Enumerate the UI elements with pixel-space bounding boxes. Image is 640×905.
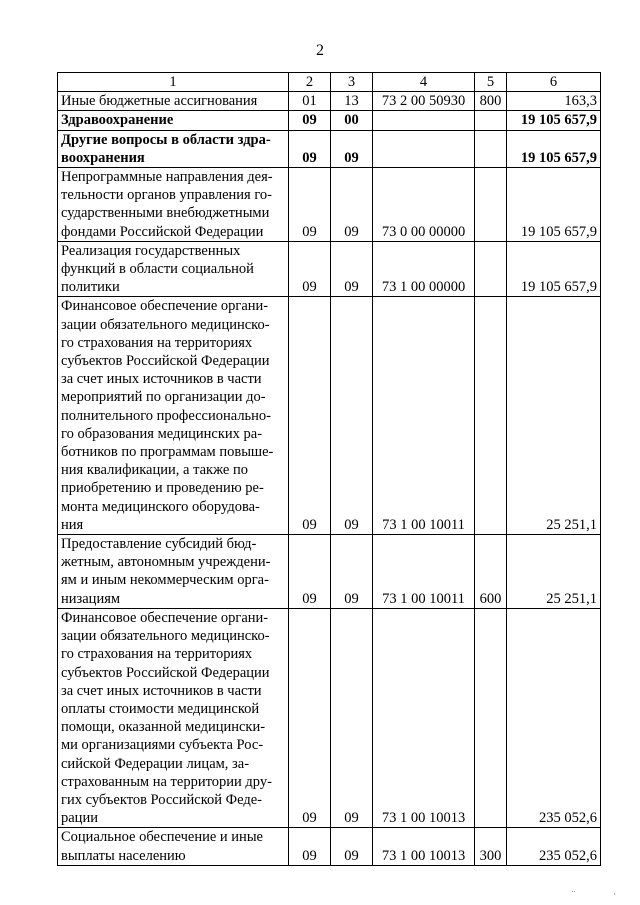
table-row [58, 828, 601, 865]
row-name-line: Реализация государственных [61, 242, 241, 259]
header-row [58, 73, 601, 92]
subsection-cell: 09 [331, 130, 373, 167]
row-name-cell [58, 92, 289, 111]
section-cell: 09 [289, 130, 331, 167]
row-name-line: воохранения [61, 149, 145, 166]
table-row [58, 297, 601, 535]
row-name-line: го страхования на территориях [61, 334, 253, 351]
row-name-line: помощи, оказанной медицински- [61, 719, 266, 736]
row-name-line: монта медицинского оборудова- [61, 498, 260, 515]
header-cell-5: 5 [475, 73, 507, 92]
section-cell: 09 [289, 297, 331, 535]
target-article-cell: 73 2 00 50930 [373, 92, 475, 111]
row-name-cell [58, 828, 289, 865]
row-name-line: выплаты населению [61, 847, 186, 864]
row-name-line: ботников по программам повыше- [61, 444, 274, 461]
row-name-line: Социальное обеспечение и иные [61, 829, 263, 846]
row-name-line: Другие вопросы в области здра- [61, 131, 271, 148]
expense-type-cell [475, 297, 507, 535]
target-article-cell [373, 130, 475, 167]
row-name-line: за счет иных источников в части [61, 682, 262, 699]
page-number: 2 [316, 42, 324, 59]
row-name-line: зации обязательного медицинско- [61, 316, 270, 333]
row-name-line: Непрограммные направления дея- [61, 169, 273, 186]
row-name-line: ния квалификации, а также по [61, 462, 248, 479]
subsection-cell: 09 [331, 297, 373, 535]
amount-cell: 19 105 657,9 [507, 168, 601, 242]
row-name-cell [58, 297, 289, 535]
row-name-cell [58, 241, 289, 297]
amount-cell: 235 052,6 [507, 608, 601, 827]
row-name-line: за счет иных источников в части [61, 371, 262, 388]
row-name-line: Предоставление субсидий бюд- [61, 536, 257, 553]
amount-cell: 25 251,1 [507, 535, 601, 609]
row-name-line: Иные бюджетные ассигнования [61, 93, 258, 110]
header-cell-3: 3 [331, 73, 373, 92]
row-name-line: Здравоохранение [61, 112, 174, 129]
section-cell: 09 [289, 535, 331, 609]
table-row [58, 608, 601, 827]
row-name-cell [58, 608, 289, 827]
row-name-line: гих субъектов Российской Феде- [61, 791, 262, 808]
amount-cell: 25 251,1 [507, 297, 601, 535]
table-row [58, 168, 601, 242]
subsection-cell: 00 [331, 111, 373, 130]
scan-mark: ¨ · [572, 889, 635, 899]
row-name-line: оплаты стоимости медицинской [61, 700, 260, 717]
budget-table [57, 72, 601, 866]
expense-type-cell: 300 [475, 828, 507, 865]
row-name-line: го образования медицинских ра- [61, 425, 263, 442]
amount-cell: 19 105 657,9 [507, 130, 601, 167]
row-name-line: ям и иным некоммерческим орга- [61, 572, 269, 589]
subsection-cell: 09 [331, 608, 373, 827]
section-cell: 09 [289, 828, 331, 865]
subsection-cell: 09 [331, 828, 373, 865]
table-row [58, 535, 601, 609]
row-name-line: ния [61, 516, 84, 533]
target-article-cell: 73 1 00 10011 [373, 535, 475, 609]
row-name-line: политики [61, 279, 120, 296]
table-row [58, 111, 601, 130]
section-cell: 09 [289, 111, 331, 130]
row-name-line: жетным, автономным учреждени- [61, 554, 271, 571]
target-article-cell: 73 1 00 10013 [373, 828, 475, 865]
row-name-cell [58, 130, 289, 167]
row-name-line: функций в области социальной [61, 261, 254, 278]
header-cell-1: 1 [58, 73, 289, 92]
amount-cell: 235 052,6 [507, 828, 601, 865]
section-cell: 09 [289, 241, 331, 297]
section-cell: 09 [289, 608, 331, 827]
target-article-cell: 73 1 00 10013 [373, 608, 475, 827]
table-row [58, 92, 601, 111]
amount-cell: 163,3 [507, 92, 601, 111]
section-cell: 01 [289, 92, 331, 111]
row-name-line: субъектов Российской Федерации [61, 353, 270, 370]
row-name-line: приобретению и проведению ре- [61, 480, 264, 497]
row-name-line: фондами Российской Федерации [61, 223, 264, 240]
header-cell-4: 4 [373, 73, 475, 92]
row-name-line: сударственными внебюджетными [61, 205, 270, 222]
target-article-cell: 73 0 00 00000 [373, 168, 475, 242]
expense-type-cell [475, 608, 507, 827]
section-cell: 09 [289, 168, 331, 242]
header-cell-6: 6 [507, 73, 601, 92]
row-name-line: мероприятий по организации до- [61, 389, 266, 406]
row-name-line: сийской Федерации лицам, за- [61, 755, 250, 772]
row-name-line: рации [61, 810, 98, 827]
subsection-cell: 13 [331, 92, 373, 111]
expense-type-cell: 600 [475, 535, 507, 609]
row-name-line: субъектов Российской Федерации [61, 664, 270, 681]
row-name-line: тельности органов управления го- [61, 187, 273, 204]
target-article-cell: 73 1 00 10011 [373, 297, 475, 535]
target-article-cell [373, 111, 475, 130]
row-name-line: ми организациями субъекта Рос- [61, 737, 264, 754]
subsection-cell: 09 [331, 168, 373, 242]
row-name-line: Финансовое обеспечение органи- [61, 298, 269, 315]
row-name-cell [58, 111, 289, 130]
row-name-line: низациям [61, 590, 121, 607]
row-name-line: Финансовое обеспечение органи- [61, 609, 269, 626]
amount-cell: 19 105 657,9 [507, 111, 601, 130]
expense-type-cell [475, 168, 507, 242]
table-row [58, 130, 601, 167]
header-cell-2: 2 [289, 73, 331, 92]
target-article-cell: 73 1 00 00000 [373, 241, 475, 297]
row-name-line: го страхования на территориях [61, 646, 253, 663]
expense-type-cell [475, 130, 507, 167]
subsection-cell: 09 [331, 241, 373, 297]
expense-type-cell [475, 111, 507, 130]
table-row [58, 241, 601, 297]
table-body [58, 73, 601, 866]
row-name-line: зации обязательного медицинско- [61, 628, 270, 645]
subsection-cell: 09 [331, 535, 373, 609]
row-name-line: полнительного профессионально- [61, 407, 272, 424]
expense-type-cell [475, 241, 507, 297]
row-name-cell [58, 168, 289, 242]
row-name-cell [58, 535, 289, 609]
row-name-line: страхованным на территории дру- [61, 773, 272, 790]
amount-cell: 19 105 657,9 [507, 241, 601, 297]
expense-type-cell: 800 [475, 92, 507, 111]
